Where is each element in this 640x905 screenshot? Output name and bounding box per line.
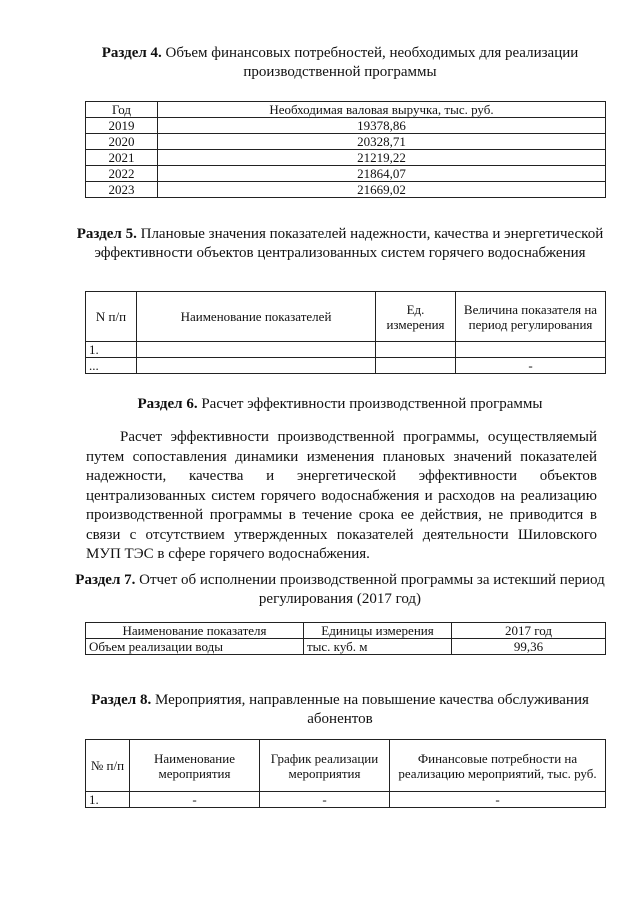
header-measure-name: Наименование мероприятия [130,740,260,792]
section-4-title: Объем финансовых потребностей, необходимых для реализации производственной программы [165,45,579,80]
table-row [86,358,606,374]
header-indicator-name: Наименование показателей [137,292,376,342]
indicator-name-cell [137,358,376,374]
revenue-cell: 21669,02 [158,182,606,198]
section-5-title: Плановые значения показателей надежности, качества и энергетической эффективности объектов централизованных систем горячего водоснабжения [94,226,604,261]
section-5-table [85,291,606,374]
section-7-heading [70,571,610,609]
table-row [86,639,606,655]
section-7-table [85,622,606,655]
financial-needs-cell: - [390,792,606,808]
table-row [86,342,606,358]
header-unit: Единицы измерения [304,623,452,639]
header-year-2017: 2017 год [452,623,606,639]
year-cell: 2021 [86,150,158,166]
section-5-heading [70,225,610,263]
number-cell: 1. [86,342,137,358]
revenue-cell: 21864,07 [158,166,606,182]
section-8-title: Мероприятия, направленные на повышение качества обслуживания абонентов [154,692,589,727]
indicator-value-cell: - [456,358,606,374]
unit-cell [376,358,456,374]
header-revenue: Необходимая валовая выручка, тыс. руб. [158,102,606,118]
revenue-cell: 19378,86 [158,118,606,134]
table-header-row [86,740,606,792]
header-schedule: График реализации мероприятия [260,740,390,792]
measure-name-cell: - [130,792,260,808]
value-cell: 99,36 [452,639,606,655]
header-number: № п/п [86,740,130,792]
header-indicator-name: Наименование показателя [86,623,304,639]
indicator-name-cell [137,342,376,358]
section-6-paragraph: Расчет эффективности производственной программы, осуществляемый путем сопоставления динамики изменения плановых значений показателей надежности, качества и энергетической эффективности объектов централизованных систем горячего водоснабжения и расходов на реализацию производственной программы в течение срока ее действия, не приводится в связи с отсутствием утвержденных показателей деятельности Шиловского МУП ТЭС в сфере горячего водоснабжения. [86,429,597,562]
header-financial-needs: Финансовые потребности на реализацию мероприятий, тыс. руб. [390,740,606,792]
table-row [86,166,606,182]
number-cell: 1. [86,792,130,808]
table-row [86,182,606,198]
indicator-value-cell [456,342,606,358]
unit-cell: тыс. куб. м [304,639,452,655]
unit-cell [376,342,456,358]
section-5-number: Раздел 5. [76,226,137,242]
section-6-title: Расчет эффективности производственной программы [201,396,543,412]
indicator-name-cell: Объем реализации воды [86,639,304,655]
section-4-heading [70,44,610,82]
table-header-row [86,623,606,639]
section-4-number: Раздел 4. [101,45,162,61]
section-4-table [85,101,606,198]
header-indicator-value: Величина показателя на период регулирования [456,292,606,342]
revenue-cell: 21219,22 [158,150,606,166]
table-row [86,792,606,808]
number-cell: ... [86,358,137,374]
header-number: N п/п [86,292,137,342]
section-7-title: Отчет об исполнении производственной программы за истекший период регулирования (2017 год) [139,572,605,607]
section-6-number: Раздел 6. [137,396,198,412]
table-row [86,118,606,134]
section-7-number: Раздел 7. [75,572,136,588]
section-8-table [85,739,606,808]
year-cell: 2020 [86,134,158,150]
year-cell: 2023 [86,182,158,198]
schedule-cell: - [260,792,390,808]
section-8-heading [70,691,610,729]
section-8-number: Раздел 8. [91,692,152,708]
header-year: Год [86,102,158,118]
section-6-heading [70,395,610,414]
year-cell: 2019 [86,118,158,134]
table-header-row [86,102,606,118]
table-row [86,134,606,150]
revenue-cell: 20328,71 [158,134,606,150]
table-header-row [86,292,606,342]
year-cell: 2022 [86,166,158,182]
table-row [86,150,606,166]
header-unit: Ед. измерения [376,292,456,342]
